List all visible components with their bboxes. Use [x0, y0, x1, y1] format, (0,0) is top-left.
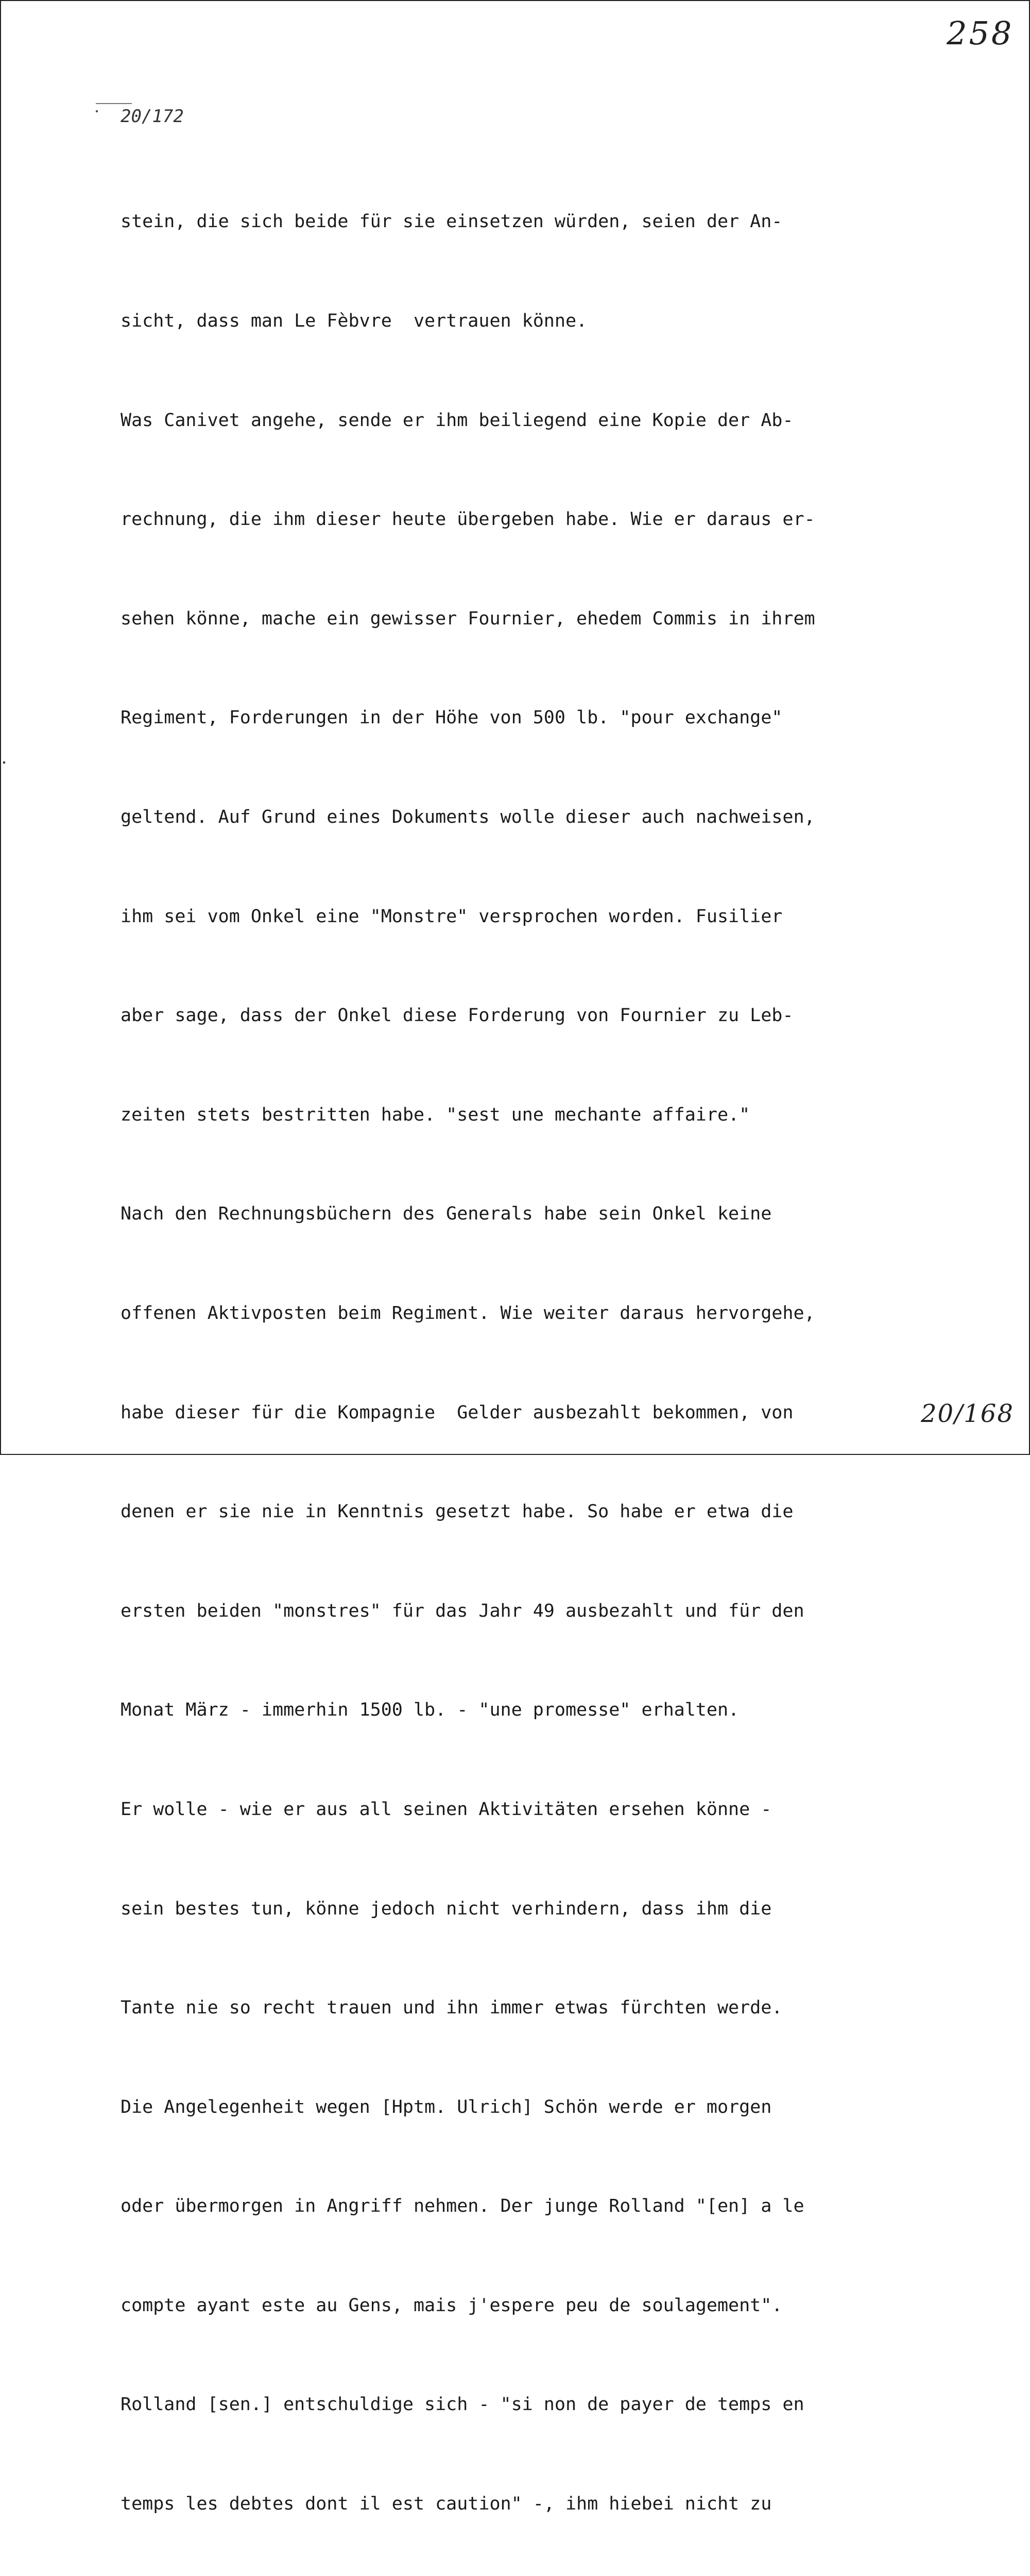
- text-line: stein, die sich beide für sie einsetzen würden, seien der An-: [121, 211, 783, 232]
- text-line: Regiment, Forderungen in der Höhe von 500 lb. "pour exchange": [121, 707, 783, 728]
- text-line: Er wolle - wie er aus all seinen Aktivitäten ersehen könne -: [121, 1799, 772, 1820]
- text-line: compte ayant este au Gens, mais j'espere peu de soulagement".: [121, 2295, 783, 2316]
- reference-number: 20/172: [121, 106, 184, 127]
- text-line: sicht, dass man Le Fèbvre vertrauen könne.: [121, 311, 588, 331]
- text-line: aber sage, dass der Onkel diese Forderung von Fournier zu Leb-: [121, 1005, 794, 1026]
- reference-underline: [96, 103, 132, 104]
- text-line: ihm sei vom Onkel eine "Monstre" versprochen worden. Fusilier: [121, 906, 783, 927]
- folio-number: 258: [947, 14, 1014, 52]
- archive-number: 20/168: [921, 1399, 1014, 1428]
- text-line: Die Angelegenheit wegen [Hptm. Ulrich] Schön werde er morgen: [121, 2096, 772, 2117]
- text-line: denen er sie nie in Kenntnis gesetzt habe. So habe er etwa die: [121, 1501, 794, 1522]
- text-line: sehen könne, mache ein gewisser Fournier, ehedem Commis in ihrem: [121, 608, 815, 629]
- text-line: Monat März - immerhin 1500 lb. - "une promesse" erhalten.: [121, 1700, 740, 1721]
- text-line: habe dieser für die Kompagnie Gelder ausbezahlt bekommen, von: [121, 1402, 794, 1423]
- text-line: geltend. Auf Grund eines Dokuments wolle dieser auch nachweisen,: [121, 806, 815, 827]
- text-line: oder übermorgen in Angriff nehmen. Der junge Rolland "[en] a le: [121, 2196, 804, 2217]
- reference-mark: [96, 110, 98, 112]
- text-line: offenen Aktivposten beim Regiment. Wie weiter daraus hervorgehe,: [121, 1302, 815, 1324]
- text-line: sein bestes tun, könne jedoch nicht verhindern, dass ihm die: [121, 1898, 772, 1919]
- text-line: Was Canivet angehe, sende er ihm beiliegend eine Kopie der Ab-: [121, 410, 794, 431]
- text-line: Tante nie so recht trauen und ihn immer etwas fürchten werde.: [121, 1997, 783, 2019]
- text-line: ersten beiden "monstres" für das Jahr 49 ausbezahlt und für den: [121, 1600, 804, 1621]
- text-line: Rolland [sen.] entschuldige sich - "si non de payer de temps en: [121, 2394, 804, 2415]
- text-line: rechnung, die ihm dieser heute übergeben habe. Wie er daraus er-: [121, 509, 815, 530]
- text-line: zeiten stets bestritten habe. "sest une mechante affaire.": [121, 1104, 750, 1125]
- margin-mark: [3, 761, 5, 764]
- letter-body: [121, 139, 996, 2576]
- text-line: Nach den Rechnungsbüchern des Generals habe sein Onkel keine: [121, 1204, 772, 1225]
- text-line: temps les debtes dont il est caution" -, ihm hiebei nicht zu: [121, 2494, 772, 2515]
